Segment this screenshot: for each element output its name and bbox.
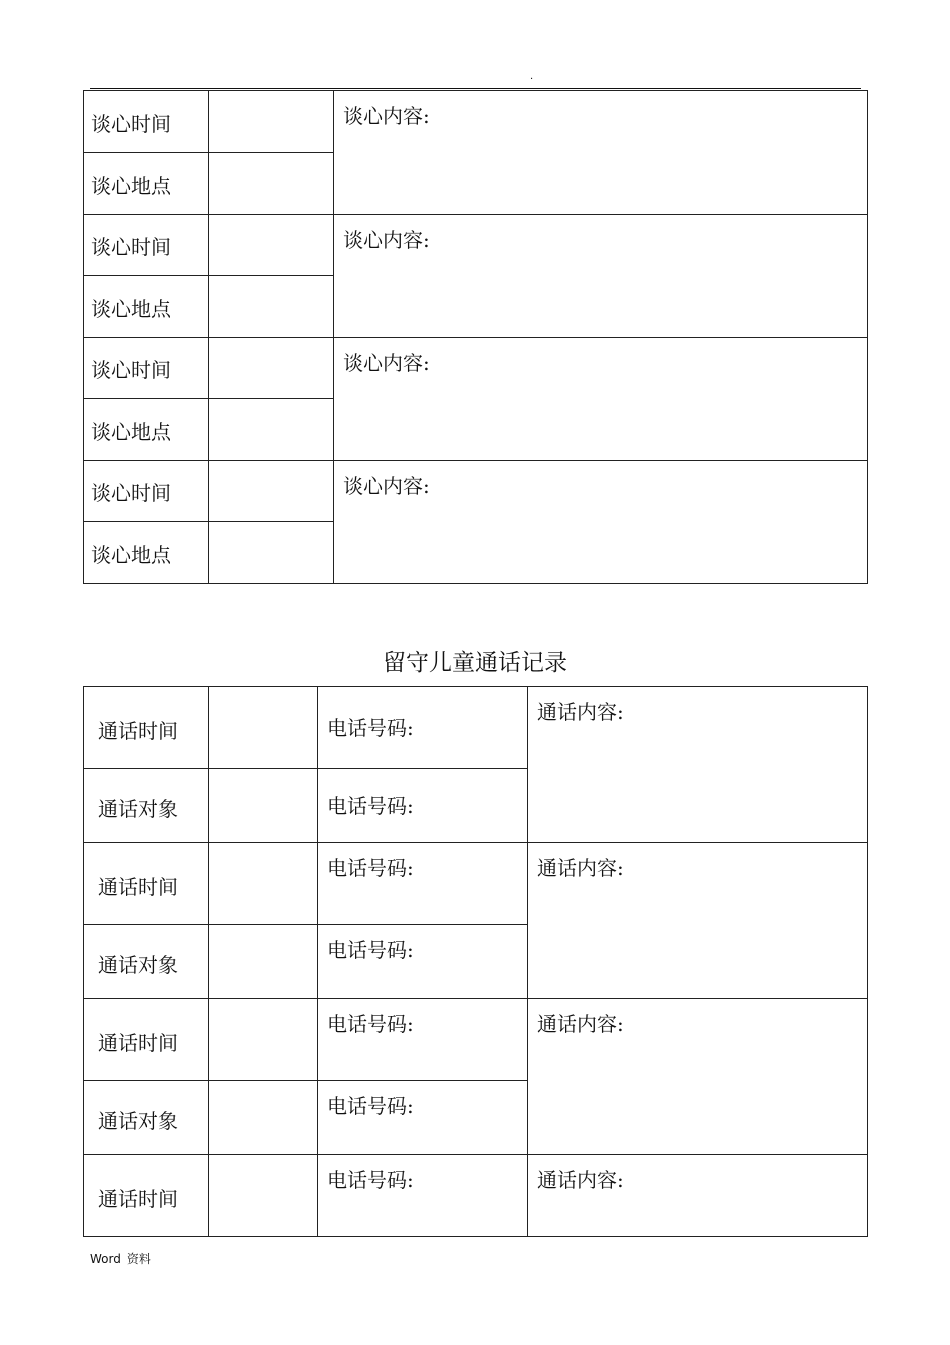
talk-time-field[interactable] (209, 338, 334, 399)
talk-content-label: 谈心内容: (343, 228, 430, 252)
table-row (84, 91, 868, 153)
talk-place-field[interactable] (209, 276, 334, 338)
call-target-label: 通话对象 (84, 1081, 209, 1155)
phone-number-label: 电话号码: (327, 1094, 414, 1118)
phone-number-field[interactable] (318, 687, 528, 769)
table-row (84, 999, 868, 1081)
call-content-label: 通话内容: (537, 856, 624, 880)
call-time-field[interactable] (209, 999, 318, 1081)
call-content-field[interactable] (528, 687, 868, 843)
talk-content-label: 谈心内容: (343, 474, 430, 498)
call-time-label: 通话时间 (84, 999, 209, 1081)
call-time-label: 通话时间 (84, 1155, 209, 1237)
phone-number-field[interactable] (318, 769, 528, 843)
talk-content-label: 谈心内容: (343, 351, 430, 375)
footer-text: 资料 (126, 1252, 151, 1266)
footer-app-name: Word (90, 1252, 121, 1266)
call-content-field[interactable] (528, 999, 868, 1155)
talk-content-field[interactable] (334, 215, 868, 338)
talk-place-label: 谈心地点 (84, 153, 209, 215)
call-content-field[interactable] (528, 1155, 868, 1237)
call-target-field[interactable] (209, 1081, 318, 1155)
talk-record-table (83, 90, 868, 584)
table-row (84, 843, 868, 925)
talk-time-label: 谈心时间 (84, 91, 209, 153)
phone-number-label: 电话号码: (327, 938, 414, 962)
talk-time-label: 谈心时间 (84, 461, 209, 522)
phone-number-label: 电话号码: (327, 793, 414, 818)
talk-place-field[interactable] (209, 522, 334, 584)
talk-content-field[interactable] (334, 338, 868, 461)
talk-place-label: 谈心地点 (84, 522, 209, 584)
phone-number-label: 电话号码: (327, 856, 414, 880)
call-record-table (83, 686, 868, 1237)
table-row (84, 687, 868, 769)
phone-number-field[interactable] (318, 999, 528, 1081)
table-row (84, 215, 868, 276)
call-target-field[interactable] (209, 925, 318, 999)
phone-number-field[interactable] (318, 1081, 528, 1155)
talk-time-field[interactable] (209, 215, 334, 276)
call-content-label: 通话内容: (537, 700, 624, 724)
talk-time-field[interactable] (209, 461, 334, 522)
talk-time-label: 谈心时间 (84, 338, 209, 399)
header-mark: . (530, 71, 534, 82)
talk-place-label: 谈心地点 (84, 399, 209, 461)
talk-place-field[interactable] (209, 399, 334, 461)
call-time-field[interactable] (209, 687, 318, 769)
phone-number-field[interactable] (318, 1155, 528, 1237)
call-time-field[interactable] (209, 1155, 318, 1237)
phone-number-field[interactable] (318, 925, 528, 999)
phone-number-label: 电话号码: (327, 1168, 414, 1192)
talk-content-label: 谈心内容: (343, 104, 430, 128)
call-content-field[interactable] (528, 843, 868, 999)
table-row (84, 461, 868, 522)
phone-number-field[interactable] (318, 843, 528, 925)
call-target-label: 通话对象 (84, 769, 209, 843)
call-time-label: 通话时间 (84, 687, 209, 769)
header-rule (90, 88, 861, 89)
table-row (84, 338, 868, 399)
call-time-label: 通话时间 (84, 843, 209, 925)
call-records-title: 留守儿童通话记录 (383, 650, 567, 676)
call-content-label: 通话内容: (537, 1168, 624, 1192)
talk-content-field[interactable] (334, 91, 868, 215)
call-target-label: 通话对象 (84, 925, 209, 999)
phone-number-label: 电话号码: (327, 1012, 414, 1036)
page-footer (90, 1252, 151, 1266)
talk-content-field[interactable] (334, 461, 868, 584)
talk-place-label: 谈心地点 (84, 276, 209, 338)
call-content-label: 通话内容: (537, 1012, 624, 1036)
call-time-field[interactable] (209, 843, 318, 925)
talk-time-label: 谈心时间 (84, 215, 209, 276)
talk-time-field[interactable] (209, 91, 334, 153)
table-row (84, 1155, 868, 1237)
talk-place-field[interactable] (209, 153, 334, 215)
call-target-field[interactable] (209, 769, 318, 843)
phone-number-label: 电话号码: (327, 715, 414, 740)
